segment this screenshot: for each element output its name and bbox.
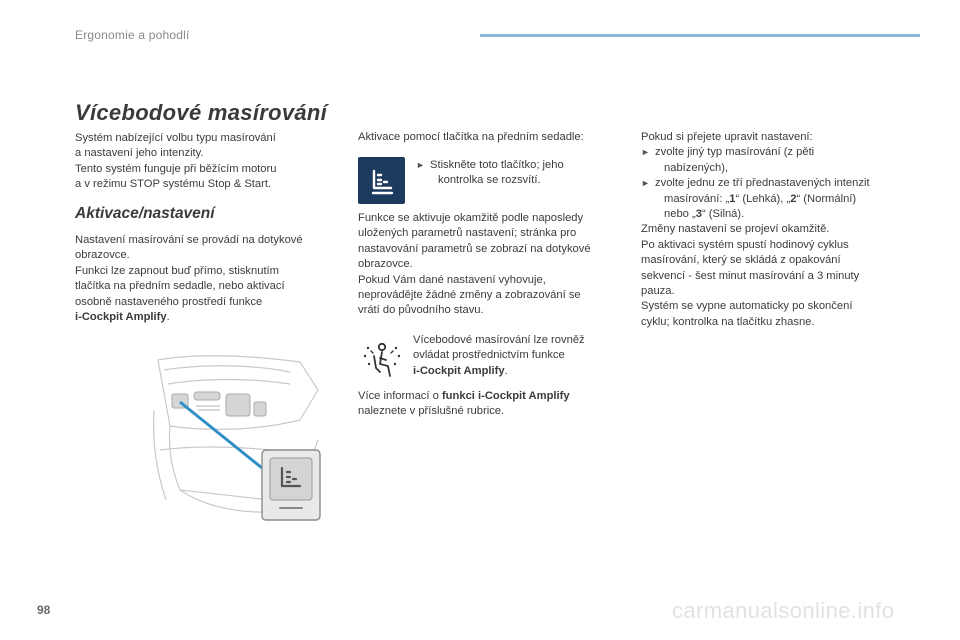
activation-line: Funkci lze zapnout buď přímo, stisknutím — [75, 264, 279, 277]
bullet-arrow-icon: ► — [641, 147, 650, 158]
activation-line: osobně nastaveného prostředí funkce — [75, 295, 263, 308]
intro-line: Tento systém funguje při běžícím motoru — [75, 162, 277, 175]
amplify-line: ovládat prostřednictvím funkce — [413, 349, 565, 362]
behaviour-line: Pokud Vám dané nastavení vyhovuje, — [358, 273, 546, 286]
behaviour-line: nastavování parametrů se zobrazí na dotykové — [358, 242, 591, 255]
button-activation-lead: Aktivace pomocí tlačítka na předním sedadle: — [358, 131, 584, 143]
massage-seat-icon — [358, 157, 405, 204]
section-heading-activation: Aktivace/nastavení — [75, 205, 215, 222]
bullet-text: zvolte jiný typ masírování (z pěti — [655, 146, 815, 159]
behaviour-line: obrazovce. — [358, 258, 413, 271]
punctuation: . — [166, 311, 170, 324]
seat-massage-button-icon — [358, 157, 405, 204]
intensity-options: nebo „3“ (Silná). — [664, 208, 745, 221]
step-press-button — [416, 158, 564, 189]
more-info-text: naleznete v příslušné rubrice. — [358, 405, 505, 418]
bullet-text: nabízených), — [664, 161, 729, 174]
cycle-line: Změny nastavení se projeví okamžitě. — [641, 223, 830, 236]
massage-person-icon — [360, 338, 404, 382]
bullet-text: zvolte jednu ze tří přednastavených intenzit — [655, 177, 870, 190]
activation-line — [75, 310, 303, 325]
amplify-line: Vícebodové masírování lze rovněž — [413, 334, 585, 346]
amplify-term: i-Cockpit Amplify — [75, 311, 167, 324]
activation-line: Nastavení masírování se provádí na dotykové — [75, 234, 303, 246]
intro-paragraph — [75, 131, 276, 193]
intro-line: a nastavení jeho intenzity. — [75, 147, 204, 160]
adjust-settings-paragraph — [641, 130, 870, 330]
bullet-arrow-icon: ► — [416, 160, 425, 170]
intensity-options: masírování: „1“ (Lehká), „2“ (Normální) — [664, 192, 857, 205]
step-line: kontrolka se rozsvítí. — [438, 174, 541, 187]
header-rule — [480, 34, 920, 37]
behaviour-line: neprovádějte žádné změny a zobrazování se — [358, 289, 581, 302]
bullet-arrow-icon: ► — [641, 178, 650, 189]
seat-illustration — [150, 350, 326, 522]
watermark: carmanualsonline.info — [672, 598, 895, 623]
adjust-lead: Pokud si přejete upravit nastavení: — [641, 131, 813, 143]
intro-line: a v režimu STOP systému Stop & Start. — [75, 178, 272, 191]
page-number: 98 — [37, 603, 51, 617]
amplify-term: i-Cockpit Amplify — [413, 364, 505, 377]
activation-behaviour-paragraph — [358, 211, 591, 319]
activation-line: obrazovce. — [75, 249, 130, 262]
cycle-line: cyklu; kontrolka na tlačítku zhasne. — [641, 315, 815, 328]
step-line: Stiskněte toto tlačítko; jeho — [430, 159, 564, 171]
cycle-line: pauza. — [641, 285, 675, 298]
more-info-paragraph — [358, 389, 570, 420]
amplify-paragraph — [413, 333, 585, 379]
cycle-line: sekvencí - šest minut masírování a 3 minuty — [641, 269, 860, 282]
behaviour-line: Funkce se aktivuje okamžitě podle naposledy — [358, 212, 584, 224]
section-header: Ergonomie a pohodlí — [75, 28, 190, 42]
behaviour-line: vrátí do původního stavu. — [358, 304, 484, 317]
cycle-line: Systém se vypne automaticky po skončení — [641, 300, 853, 313]
cycle-line: Po aktivaci systém spustí hodinový cyklus — [641, 238, 849, 251]
activation-line: tlačítka na předním sedadle, nebo aktivací — [75, 280, 285, 293]
intro-line: Systém nabízející volbu typu masírování — [75, 132, 276, 144]
activation-paragraph — [75, 233, 303, 325]
amplify-reference: funkci i-Cockpit Amplify — [441, 390, 570, 402]
page-title: Vícebodové masírování — [75, 100, 328, 125]
behaviour-line: uložených parametrů nastavení; stránka pro — [358, 227, 577, 240]
more-info-text: Více informací o — [358, 390, 442, 402]
punctuation: . — [504, 364, 508, 377]
cycle-line: masírování, který se skládá z opakování — [641, 254, 841, 267]
